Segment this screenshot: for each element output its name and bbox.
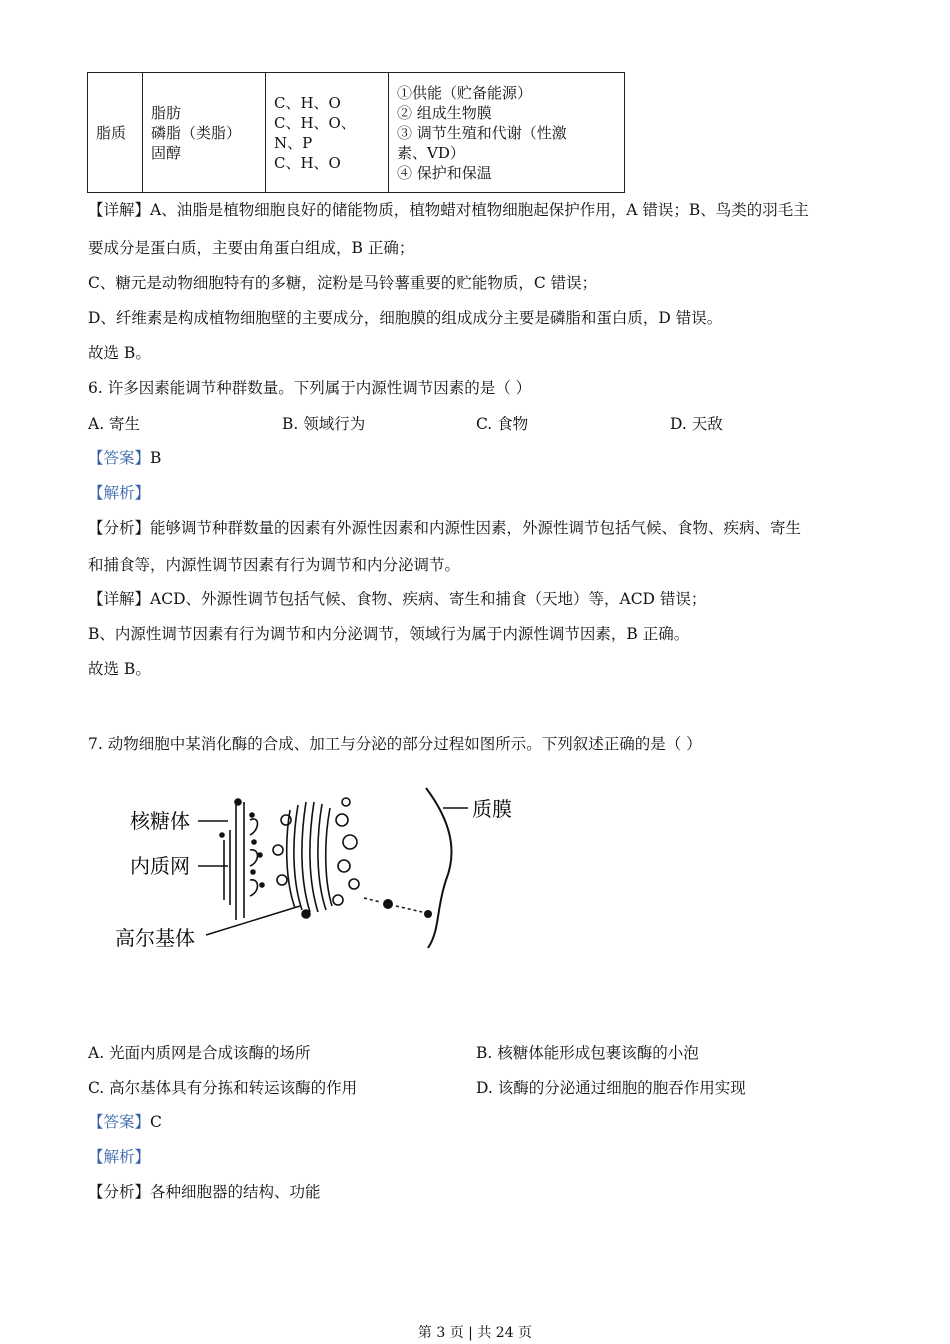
detail-tag: 【详解】 [88,201,151,219]
vesicle [424,910,432,918]
q6-detail-line [88,587,706,609]
fenxi-tag: 【分析】 [88,519,151,537]
q5-detail-line: C、糖元是动物细胞特有的多糖，淀粉是马铃薯重要的贮能物质，C 错误； [88,274,598,292]
lipid-type: 固醇 [151,143,182,162]
answer-tag: 【答案】 [88,449,151,467]
lipid-function: 素、VD） [397,143,465,162]
lipid-element: C、H、O [274,93,341,112]
q6-fenxi-line: 和捕食等，内源性调节因素有行为调节和内分泌调节。 [88,556,461,574]
label-er: 内质网 [130,856,190,878]
answer-tag: 【答案】 [88,1113,151,1131]
label-ribosome: 核糖体 [130,811,190,833]
q6-detail-text: ACD、外源性调节包括气候、食物、疾病、寄生和捕食（天地）等，ACD 错误； [150,590,707,608]
vesicle [383,899,393,909]
page-footer: 第 3 页 | 共 24 页 [417,1325,533,1341]
q5-detail-line: D、纤维素是构成植物细胞壁的主要成分，细胞膜的组成成分主要是磷脂和蛋白质，D 错误。 [88,309,723,327]
label-membrane: 质膜 [472,799,512,821]
q6-conclusion: 故选 B。 [88,660,151,678]
lipid-element: C、H、O、 [274,113,356,132]
label-golgi: 高尔基体 [115,928,195,950]
lipid-element: C、H、O [274,153,341,172]
lipid-function: ② 组成生物膜 [397,103,492,122]
q5-detail-line [88,198,809,220]
answer-value: C [150,1113,162,1131]
q6-option-d: D. 天敌 [670,415,723,433]
q6-fenxi-text: 能够调节种群数量的因素有外源性因素和内源性因素，外源性调节包括气候、食物、疾病、寄生 [150,519,802,537]
q7-fenxi-line [88,1180,321,1202]
q7-answer [88,1110,162,1132]
q5-conclusion: 故选 B。 [88,344,151,362]
q6-option-c: C. 食物 [476,415,529,433]
plasma-membrane [426,788,452,948]
lipid-category: 脂质 [96,123,127,142]
q6-option-a: A. 寄生 [88,415,141,433]
q6-detail-line: B、内源性调节因素有行为调节和内分泌调节，领域行为属于内源性调节因素，B 正确。 [88,625,690,643]
lipid-functions-cell [389,73,625,193]
vesicle-path [396,906,422,912]
er-shape [220,799,264,920]
q6-stem: 6. 许多因素能调节种群数量。下列属于内源性调节因素的是（ ） [88,379,532,397]
q7-fenxi-text: 各种细胞器的结构、功能 [150,1183,321,1201]
lipid-type: 脂肪 [151,103,182,122]
lipid-types-cell [143,73,266,193]
lipid-function: ④ 保护和保温 [397,163,492,182]
q6-fenxi-line [88,516,801,538]
fenxi-tag: 【分析】 [88,1183,151,1201]
q6-option-b: B. 领域行为 [282,415,366,433]
q7-option-b: B. 核糖体能形成包裹该酶的小泡 [476,1044,699,1062]
lipid-type: 磷脂（类脂） [151,123,242,142]
golgi-shape [273,798,359,918]
answer-value: B [150,449,162,467]
lipid-table [87,72,625,193]
leader-line [206,906,300,935]
q5-detail-line: 要成分是蛋白质，主要由角蛋白组成，B 正确； [88,239,415,257]
detail-tag: 【详解】 [88,590,151,608]
secretion-diagram [110,780,550,960]
q5-detail-text: A、油脂是植物细胞良好的储能物质，植物蜡对植物细胞起保护作用，A 错误；B、鸟类的羽毛主 [150,201,809,219]
lipid-function: ①供能（贮备能源） [397,83,533,102]
q7-analysis-tag: 【解析】 [88,1148,151,1166]
lipid-category-cell [88,73,143,193]
q7-option-d: D. 该酶的分泌通过细胞的胞吞作用实现 [476,1079,746,1097]
lipid-function: ③ 调节生殖和代谢（性激 [397,123,567,142]
lipid-elements-cell [266,73,389,193]
vesicle-path [364,898,380,902]
q7-option-c: C. 高尔基体具有分拣和转运该酶的作用 [88,1079,358,1097]
lipid-element: N、P [274,133,313,152]
q6-analysis-tag: 【解析】 [88,484,151,502]
q6-answer [88,446,161,468]
q7-option-a: A. 光面内质网是合成该酶的场所 [88,1044,311,1062]
q7-stem: 7. 动物细胞中某消化酶的合成、加工与分泌的部分过程如图所示。下列叙述正确的是（ ） [88,735,702,753]
